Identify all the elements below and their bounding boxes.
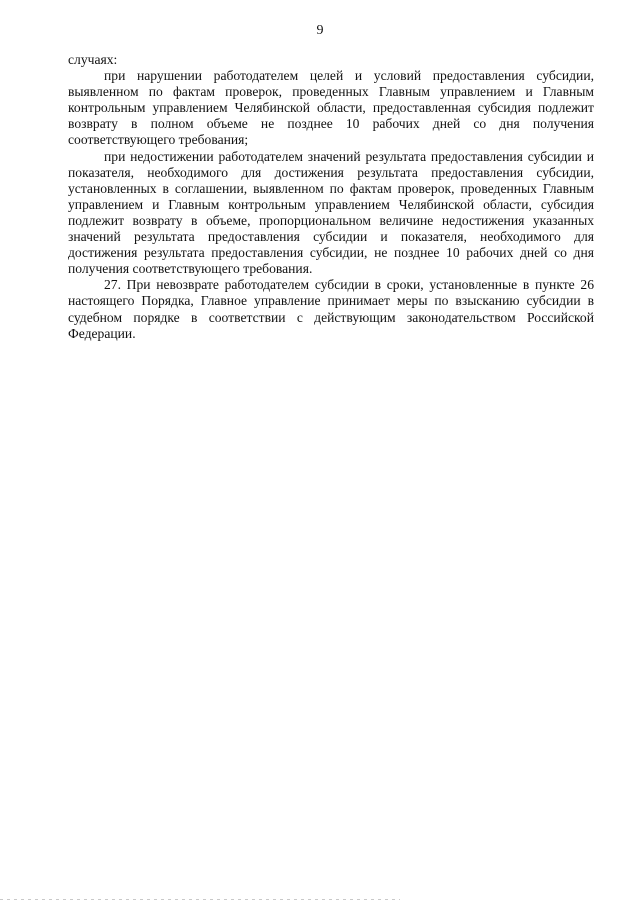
paragraph-intro: случаях: xyxy=(68,52,118,67)
paragraph-27-judicial-recovery: 27. При невозврате работодателем субсидии в сроки, установленные в пункте 26 настоящего Порядка, Главное управление принимает меры по взысканию субсидии в судебном порядке в соответствии с действующим законодательством Российской Федерации. xyxy=(68,277,594,341)
paragraph-underachievement-return: при недостижении работодателем значений результата предоставления субсидии и показателя, необходимого для достижения результата предоставления субсидии, установленных в соглашении, выявленном по фактам проверок, проведенных Главным управлением и Главным контрольным управлением Челябинской области, субсидия подлежит возврату в объеме, пропорциональном величине недостижения указанных значений результата предоставления субсидии и показателя, необходимого для достижения результата предоставления субсидии, не позднее 10 рабочих дней со дня получения соответствующего требования. xyxy=(68,148,594,277)
document-body xyxy=(68,52,594,342)
page-number: 9 xyxy=(316,23,324,38)
scan-artifact-line xyxy=(0,899,400,900)
paragraph-violation-return: при нарушении работодателем целей и условий предоставления субсидии, выявленном по фактам проверок, проведенных Главным управлением и Главным контрольным управлением Челябинской области, предоставленная субсидия подлежит возврату в полном объеме не позднее 10 рабочих дней со дня получения соответствующего требования; xyxy=(68,68,594,148)
